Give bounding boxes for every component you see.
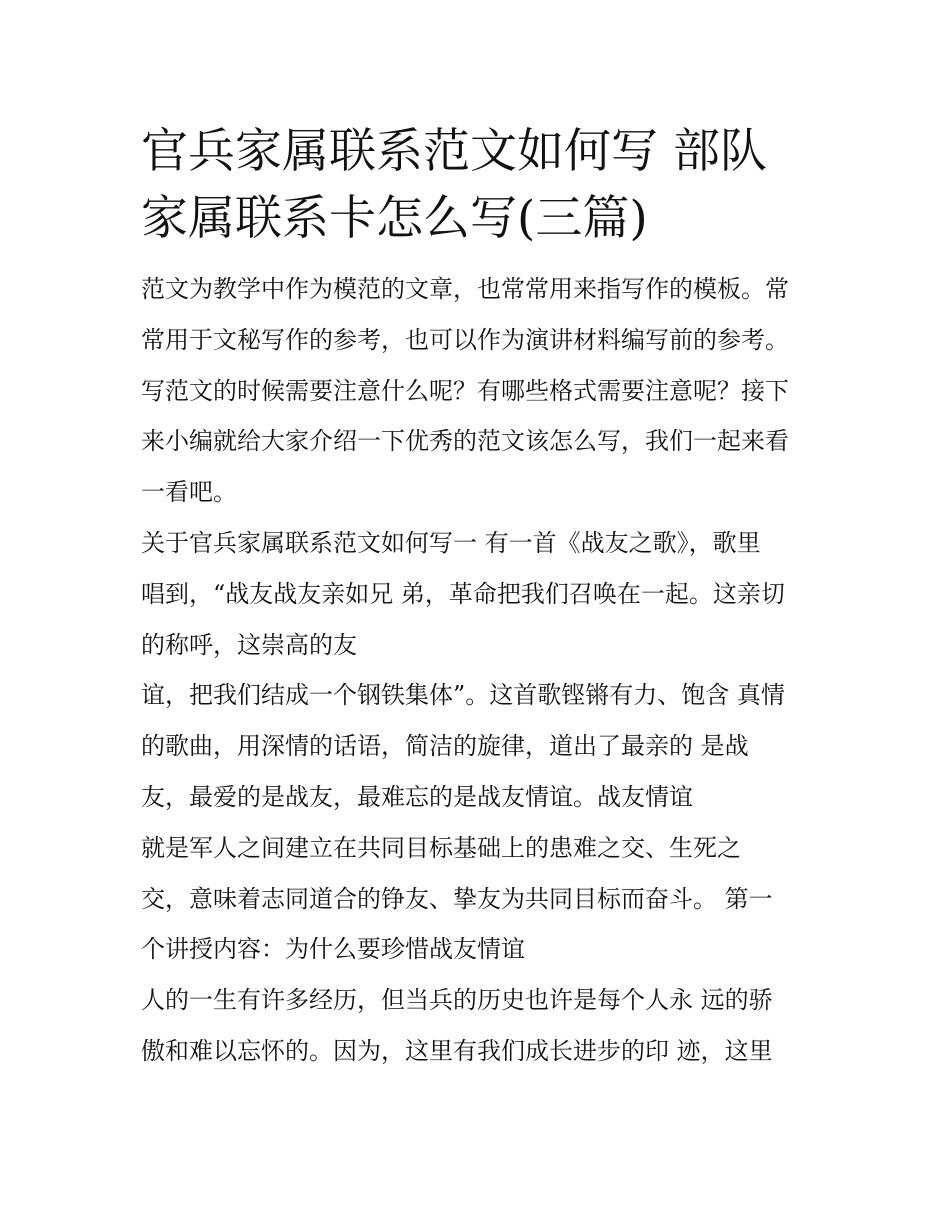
body-line: 的歌曲，用深情的话语，简洁的旋律，道出了最亲的 是战	[141, 732, 749, 761]
body-line: 关于官兵家属联系范文如何写一 有一首《战友之歌》，歌里	[141, 528, 761, 557]
body-line: 个讲授内容：为什么要珍惜战友情谊	[141, 935, 525, 964]
document-body	[141, 264, 821, 1077]
title-line-1: 官兵家属联系范文如何写 部队	[141, 124, 767, 179]
body-line: 就是军人之间建立在共同目标基础上的患难之交、生死之	[141, 833, 741, 862]
body-line: 写范文的时候需要注意什么呢？有哪些格式需要注意呢？接下	[141, 376, 789, 405]
body-line: 来小编就给大家介绍一下优秀的范文该怎么写，我们一起来看	[141, 427, 789, 456]
document-title	[141, 118, 821, 252]
body-line: 的称呼，这崇高的友	[141, 630, 357, 659]
document-page	[141, 118, 821, 1077]
body-line: 范文为教学中作为模范的文章，也常常用来指写作的模板。常	[141, 275, 789, 303]
body-line: 傲和难以忘怀的。因为，这里有我们成长进步的印 迹，这里	[141, 1036, 773, 1065]
body-line: 唱到，“战友战友亲如兄 弟，革命把我们召唤在一起。这亲切	[141, 579, 785, 608]
body-line: 交，意味着志同道合的铮友、挚友为共同目标而奋斗。 第一	[141, 884, 773, 913]
title-line-2: 家属联系卡怎么写(三篇)	[141, 191, 648, 246]
body-line: 友，最爱的是战友，最难忘的是战友情谊。战友情谊	[141, 782, 693, 811]
body-line: 人的一生有许多经历，但当兵的历史也许是每个人永 远的骄	[141, 986, 773, 1015]
body-line: 谊，把我们结成一个钢铁集体”。这首歌铿锵有力、饱含 真情	[141, 681, 785, 710]
body-line: 常用于文秘写作的参考，也可以作为演讲材料编写前的参考。	[141, 325, 789, 354]
body-line: 一看吧。	[141, 478, 237, 507]
